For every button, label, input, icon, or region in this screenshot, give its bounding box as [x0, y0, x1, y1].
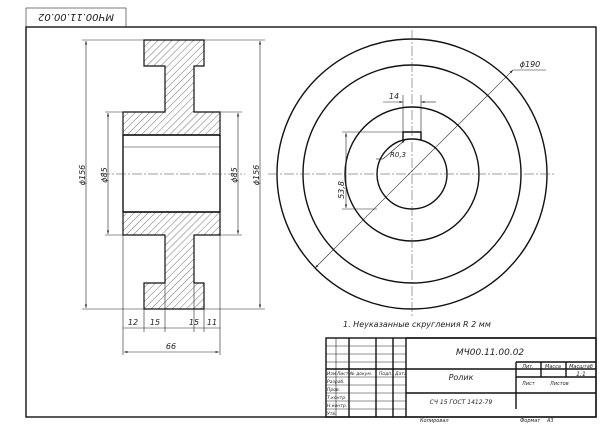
title-designation: МЧ00.11.00.02: [455, 348, 525, 358]
dim-d190: ϕ190: [519, 60, 541, 69]
label-list: Лист: [522, 381, 535, 387]
dim-w66: 66: [165, 342, 177, 351]
header-date: Дата: [395, 372, 407, 377]
dim-d156-right: ϕ156: [252, 164, 261, 186]
note-fillets: 1. Неуказанные скругления R 2 мм: [343, 320, 491, 329]
section-hatch-top: [123, 40, 220, 135]
stamp-text: МЧ00.11.00.02: [38, 11, 114, 22]
section-view: [78, 40, 265, 355]
label-massa: Масса: [545, 364, 561, 370]
dim-key14: 14: [388, 92, 400, 101]
header-izm: Изм: [327, 372, 337, 377]
label-listov: Листов: [550, 381, 569, 387]
format-value: А3: [547, 418, 554, 424]
dim-d156-left: ϕ156: [78, 164, 87, 186]
row-utv: Утв.: [327, 412, 337, 417]
title-block: [326, 338, 596, 424]
label-kopiroval: Копировал: [420, 418, 449, 424]
row-nkontr: Н.контр.: [327, 404, 348, 409]
dim-w15a: 15: [149, 318, 161, 327]
dim-w11: 11: [206, 318, 218, 327]
dim-h538: 53,8: [337, 181, 346, 199]
row-razrab: Разраб.: [327, 380, 345, 385]
header-sign: Подп.: [379, 372, 393, 377]
section-hatch-bottom: [123, 212, 220, 309]
title-material: СЧ 15 ГОСТ 1412-79: [429, 399, 493, 406]
label-lit: Лит.: [522, 364, 534, 370]
row-prov: Пров.: [327, 388, 341, 393]
scale-value: 1:1: [576, 371, 586, 378]
dim-d85-right: ϕ85: [230, 167, 239, 183]
row-tkontr: Т.контр.: [327, 396, 347, 401]
header-list: Лист: [337, 372, 349, 377]
header-doc: № докум.: [350, 372, 373, 377]
dim-r03: R0,3: [390, 151, 406, 159]
front-view: [268, 30, 556, 318]
label-format: Формат: [520, 418, 541, 424]
dim-w12: 12: [127, 318, 139, 327]
dim-w15b: 15: [188, 318, 200, 327]
label-masshtab: Масштаб: [569, 364, 593, 370]
dim-d85-left: ϕ85: [100, 167, 109, 183]
title-part-name: Ролик: [448, 373, 474, 382]
